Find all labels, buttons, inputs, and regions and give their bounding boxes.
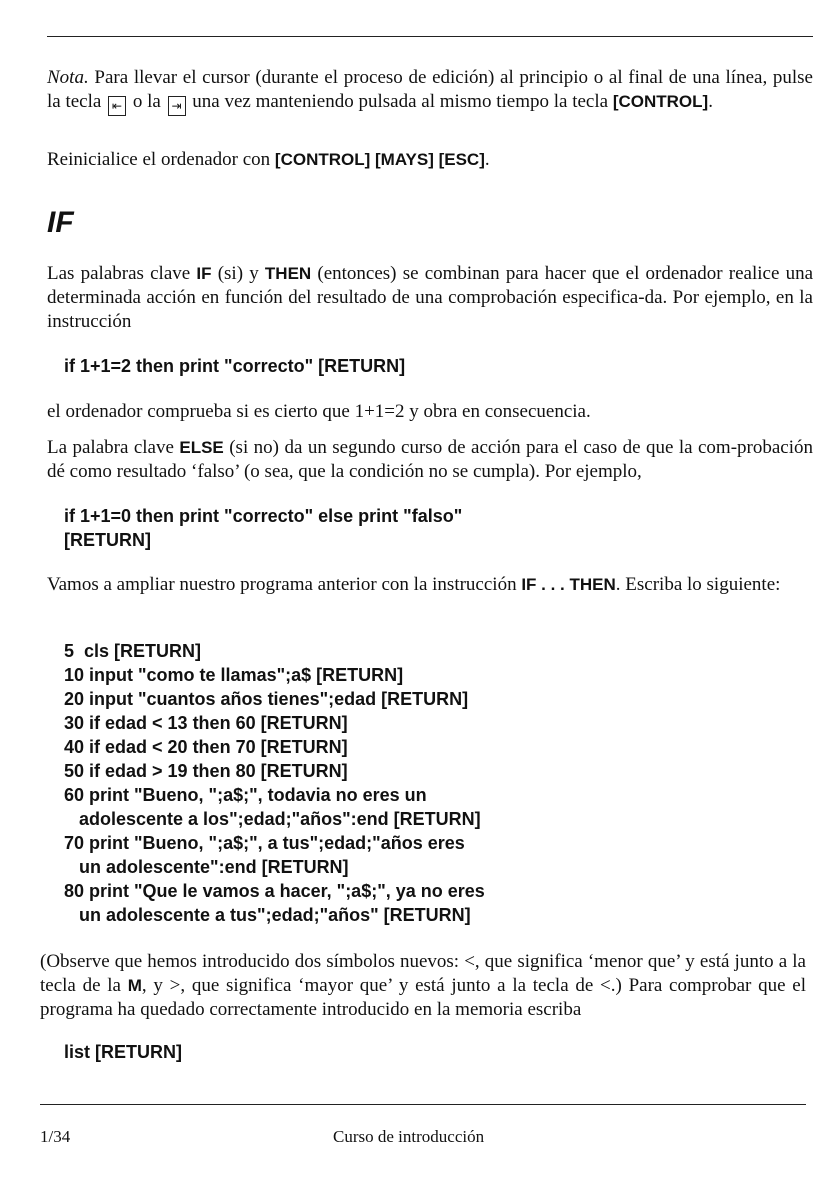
control-key: [CONTROL] — [612, 92, 709, 111]
program-line: 40 if edad < 20 then 70 [RETURN] — [64, 737, 348, 757]
intro-paragraph — [47, 262, 813, 334]
ampliar-text-2: . Escriba lo siguiente: — [615, 574, 781, 595]
m-key: M — [127, 976, 142, 995]
nota-text-3: una vez manteniendo pulsada al mismo tiempo la tecla — [192, 91, 609, 112]
code-line: [RETURN] — [64, 530, 151, 550]
code-line: if 1+1=0 then print "correcto" else print "falso" — [64, 506, 463, 526]
program-line: 70 print "Bueno, ";a$;", a tus";edad;"años eres — [64, 833, 465, 853]
section-heading: IF — [47, 206, 74, 239]
intro-text-2: (si) y — [211, 263, 265, 284]
check-paragraph: el ordenador comprueba si es cierto que 1+1=2 y obra en consecuencia. — [47, 401, 591, 422]
nota-end: . — [708, 91, 713, 112]
observe-paragraph — [40, 950, 806, 1022]
program-line: 80 print "Que le vamos a hacer, ";a$;", ya no eres — [64, 881, 485, 901]
else-keyword: ELSE — [179, 438, 224, 457]
program-line: adolescente a los";edad;"años":end [RETURN] — [64, 809, 481, 829]
program-line: 20 input "cuantos años tienes";edad [RETURN] — [64, 689, 469, 709]
intro-text-1: Las palabras clave — [47, 263, 197, 284]
reinit-end: . — [484, 149, 490, 170]
nota-paragraph — [47, 66, 813, 116]
program-line: un adolescente":end [RETURN] — [64, 857, 349, 877]
program-line: 30 if edad < 13 then 60 [RETURN] — [64, 713, 348, 733]
code-example-2 — [64, 504, 462, 552]
arrow-left-key-icon: ⇤ — [108, 96, 126, 116]
ampliar-paragraph — [47, 573, 813, 597]
ampliar-text-1: Vamos a ampliar nuestro programa anterior con la instrucción — [47, 574, 522, 595]
footer-title: Curso de introducción — [333, 1127, 485, 1146]
code-list-command: list [RETURN] — [64, 1042, 182, 1062]
page-number: 1/34 — [40, 1127, 71, 1146]
if-then-keyword: IF . . . THEN — [521, 575, 616, 594]
program-line: 60 print "Bueno, ";a$;", todavia no eres un — [64, 785, 427, 805]
observe-text-2: , y >, que significa ‘mayor que’ y está junto a la tecla de <.) Para comprobar que el programa ha quedado correctamente introducido en la memoria escriba — [40, 975, 806, 1020]
arrow-right-key-icon: ⇥ — [168, 96, 186, 116]
reinit-keys: [CONTROL] [MAYS] [ESC] — [274, 150, 485, 169]
else-text-2: (si no) da un segundo curso de acción para el caso de que la com-probación dé como resultado ‘falso’ (o sea, que la condición no se cumpla). Por ejemplo, — [47, 437, 813, 482]
if-keyword: IF — [196, 264, 212, 283]
code-example-1: if 1+1=2 then print "correcto" [RETURN] — [64, 356, 406, 376]
program-listing — [64, 639, 485, 927]
top-rule — [47, 36, 813, 37]
else-text-1: La palabra clave — [47, 437, 180, 458]
reinit-text: Reinicialice el ordenador con — [47, 149, 275, 170]
bottom-rule — [40, 1104, 806, 1105]
program-line: un adolescente a tus";edad;"años" [RETURN] — [64, 905, 471, 925]
program-line: 10 input "como te llamas";a$ [RETURN] — [64, 665, 404, 685]
then-keyword: THEN — [264, 264, 312, 283]
else-paragraph — [47, 436, 813, 484]
nota-text-1: Para llevar el cursor (durante el proceso de edición) al principio o al final de una línea, pulse la tecla — [47, 67, 813, 112]
nota-label: Nota. — [47, 67, 89, 88]
observe-text-1: (Observe que hemos introducido dos símbolos nuevos: <, que significa ‘menor que’ y está junto a la tecla de la — [40, 951, 806, 996]
reinit-paragraph — [47, 148, 813, 172]
program-line: 5 cls [RETURN] — [64, 641, 202, 661]
intro-text-3: (entonces) se combinan para hacer que el ordenador realice una determinada acción en función del resultado de una comprobación especifica-da. Por ejemplo, en la instrucción — [47, 263, 814, 332]
program-line: 50 if edad > 19 then 80 [RETURN] — [64, 761, 348, 781]
nota-text-2: o la — [132, 91, 161, 112]
